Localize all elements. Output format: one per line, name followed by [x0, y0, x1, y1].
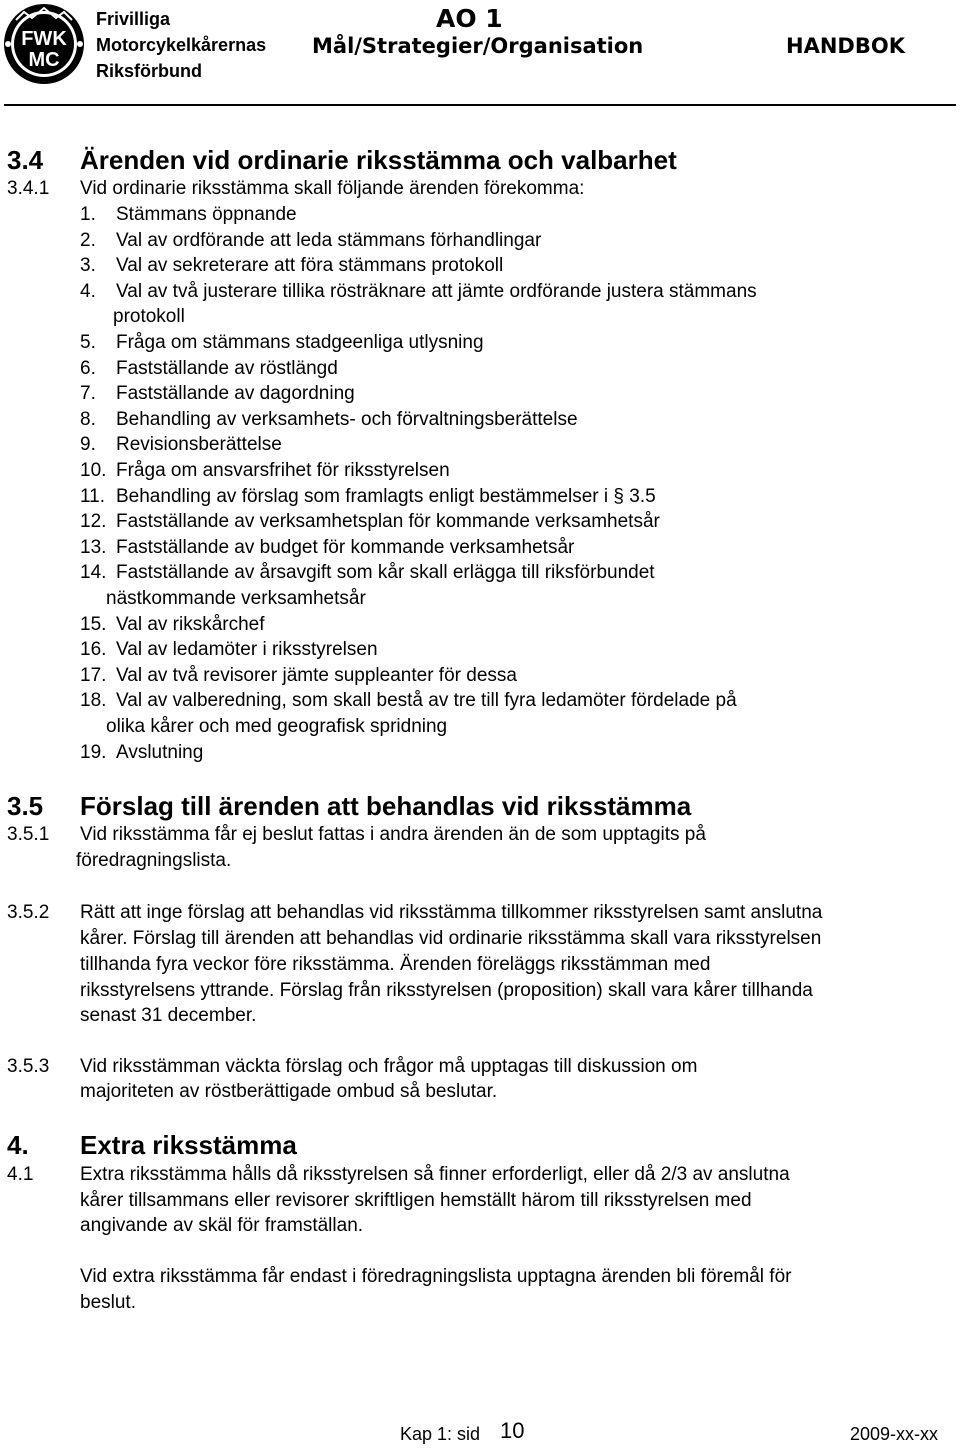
agenda-item-number: 14.	[80, 562, 107, 583]
agenda-item-text	[116, 688, 737, 714]
paragraph-3-5-1-number: 3.5.1	[7, 824, 50, 845]
agenda-item-number: 4.	[80, 281, 96, 302]
footer-date: 2009-xx-xx	[850, 1424, 939, 1444]
agenda-item-number: 8.	[80, 409, 96, 430]
agenda-item-text	[116, 663, 517, 689]
agenda-item-text	[116, 202, 297, 228]
footer-page-label: Kap 1: sid	[400, 1424, 481, 1444]
agenda-item-number: 17.	[80, 665, 107, 686]
paragraph-3-5-1-line: Vid riksstämma får ej beslut fattas i andra ärenden än de som upptagits på	[80, 824, 706, 845]
agenda-item-text	[116, 407, 578, 433]
org-name-line2: Motorcykelkårernas	[96, 35, 267, 55]
agenda-item-text	[116, 509, 660, 535]
agenda-item-text	[116, 535, 574, 561]
agenda-item-label: Val av valberedning, som skall bestå av tre till fyra ledamöter fördelade på	[116, 690, 737, 711]
doc-type: HANDBOK	[786, 34, 905, 58]
logo-text-bottom: MC	[28, 49, 60, 71]
paragraph-3-5-1-line: föredragningslista.	[76, 850, 232, 871]
agenda-item-text	[116, 637, 378, 663]
section-4-number: 4.	[7, 1130, 29, 1160]
paragraph-4-extra-line: Vid extra riksstämma får endast i föredragningslista upptagna ärenden bli föremål för	[80, 1266, 792, 1287]
agenda-item-text	[116, 612, 265, 638]
paragraph-3-5-2-line: kårer. Förslag till ärenden att behandlas vid ordinarie riksstämma skall vara riksstyrelsen	[80, 928, 822, 949]
agenda-item-number: 18.	[80, 690, 107, 711]
section-3-5-title: Förslag till ärenden att behandlas vid riksstämma	[80, 791, 692, 821]
agenda-item-text	[116, 740, 203, 766]
section-4-title: Extra riksstämma	[80, 1130, 297, 1160]
paragraph-3-5-2-line: Rätt att inge förslag att behandlas vid riksstämma tillkommer riksstyrelsen samt anslutna	[80, 902, 823, 923]
agenda-item-text	[116, 484, 656, 510]
paragraph-3-4-1-intro: Vid ordinarie riksstämma skall följande ärenden förekomma:	[80, 178, 585, 199]
agenda-item-label: Behandling av förslag som framlagts enligt bestämmelser i	[116, 486, 609, 507]
agenda-item-label: Stämmans öppnande	[116, 204, 297, 225]
footer-page-number: 10	[500, 1418, 525, 1443]
paragraph-3-5-3-line: Vid riksstämman väckta förslag och frågor må upptagas till diskussion om	[80, 1056, 698, 1077]
doc-title: Mål/Strategier/Organisation	[312, 34, 644, 58]
agenda-item-label: Fastställande av verksamhetsplan för kommande verksamhetsår	[116, 511, 660, 532]
fmck-logo	[2, 2, 86, 86]
logo-text-top: FWK	[21, 28, 67, 50]
section-3-4-title: Ärenden vid ordinarie riksstämma och valbarhet	[80, 145, 677, 175]
agenda-item-label: Fråga om ansvarsfrihet för riksstyrelsen	[116, 460, 450, 481]
agenda-item-text	[116, 458, 450, 484]
agenda-item-label: Val av rikskårchef	[116, 614, 265, 635]
paragraph-4-1-line: angivande av skäl för framställan.	[80, 1215, 364, 1236]
agenda-item-label: Fastställande av röstlängd	[116, 358, 338, 379]
paragraph-3-5-2-line: riksstyrelsens yttrande. Förslag från riksstyrelsen (proposition) skall vara kårer tillhanda	[80, 980, 813, 1001]
paragraph-4-extra-line: beslut.	[80, 1292, 136, 1313]
doc-code: AO 1	[436, 4, 503, 33]
agenda-item-label: Fastställande av budget för kommande verksamhetsår	[116, 537, 575, 558]
paragraph-3-5-3-line: majoriteten av röstberättigade ombud så beslutar.	[80, 1081, 498, 1102]
agenda-item-text	[116, 432, 282, 458]
agenda-item-label: Val av två revisorer jämte suppleanter för dessa	[116, 665, 517, 686]
agenda-item-label: Val av ordförande att leda stämmans förhandlingar	[116, 230, 542, 251]
paragraph-4-1-line: kårer tillsammans eller revisorer skriftligen hemställt härom till riksstyrelsen med	[80, 1190, 752, 1211]
agenda-item-number: 7.	[80, 383, 96, 404]
agenda-item-number: 2.	[80, 230, 96, 251]
section-sign-icon: §	[613, 486, 624, 507]
agenda-item-number: 12.	[80, 511, 107, 532]
agenda-item-number: 13.	[80, 537, 107, 558]
agenda-item-text	[116, 330, 484, 356]
org-name-line1: Frivilliga	[96, 9, 171, 29]
paragraph-3-5-2-number: 3.5.2	[7, 902, 50, 923]
agenda-item-label: Fråga om stämmans stadgeenliga utlysning	[116, 332, 484, 353]
header-rule	[4, 104, 956, 106]
agenda-item-number: 3.	[80, 255, 96, 276]
agenda-item-number: 1.	[80, 204, 96, 225]
agenda-item-label: Val av sekreterare att föra stämmans protokoll	[116, 255, 504, 276]
agenda-item-number: 19.	[80, 742, 107, 763]
section-reference: 3.5	[629, 486, 656, 507]
agenda-item-label: Fastställande av årsavgift som kår skall erlägga till riksförbundet	[116, 562, 655, 583]
agenda-item-number: 10.	[80, 460, 107, 481]
agenda-item-label: Val av två justerare tillika rösträknare att jämte ordförande justera stämmans	[116, 281, 757, 302]
agenda-item-number: 5.	[80, 332, 96, 353]
agenda-item-text	[116, 560, 655, 586]
agenda-item-label: Avslutning	[116, 742, 204, 763]
agenda-item-number: 16.	[80, 639, 107, 660]
agenda-item-text	[116, 381, 355, 407]
paragraph-4-1-line: Extra riksstämma hålls då riksstyrelsen så finner erforderligt, eller då 2/3 av anslutna	[80, 1164, 790, 1185]
agenda-item-text	[116, 356, 338, 382]
agenda-item-label: Behandling av verksamhets- och förvaltningsberättelse	[116, 409, 578, 430]
section-3-5-number: 3.5	[7, 791, 44, 821]
agenda-item-text	[116, 279, 757, 305]
agenda-item-continuation: nästkommande verksamhetsår	[106, 588, 366, 609]
agenda-item-continuation: protokoll	[113, 306, 185, 327]
paragraph-3-4-1-number: 3.4.1	[7, 178, 50, 199]
agenda-item-number: 9.	[80, 434, 96, 455]
agenda-item-label: Revisionsberättelse	[116, 434, 282, 455]
paragraph-3-5-2-line: senast 31 december.	[80, 1005, 257, 1026]
paragraph-4-1-number: 4.1	[7, 1164, 34, 1185]
agenda-item-number: 15.	[80, 614, 107, 635]
org-name-line3: Riksförbund	[96, 61, 202, 81]
paragraph-3-5-3-number: 3.5.3	[7, 1056, 50, 1077]
agenda-item-label: Val av ledamöter i riksstyrelsen	[116, 639, 378, 660]
agenda-item-continuation: olika kårer och med geografisk spridning	[106, 716, 448, 737]
paragraph-3-5-2-line: tillhanda fyra veckor före riksstämma. Ärenden föreläggs riksstämman med	[80, 954, 711, 975]
section-3-4-number: 3.4	[7, 145, 44, 175]
agenda-item-text	[116, 253, 503, 279]
agenda-item-number: 11.	[80, 486, 106, 507]
agenda-item-label: Fastställande av dagordning	[116, 383, 355, 404]
agenda-item-number: 6.	[80, 358, 96, 379]
agenda-item-text	[116, 228, 541, 254]
